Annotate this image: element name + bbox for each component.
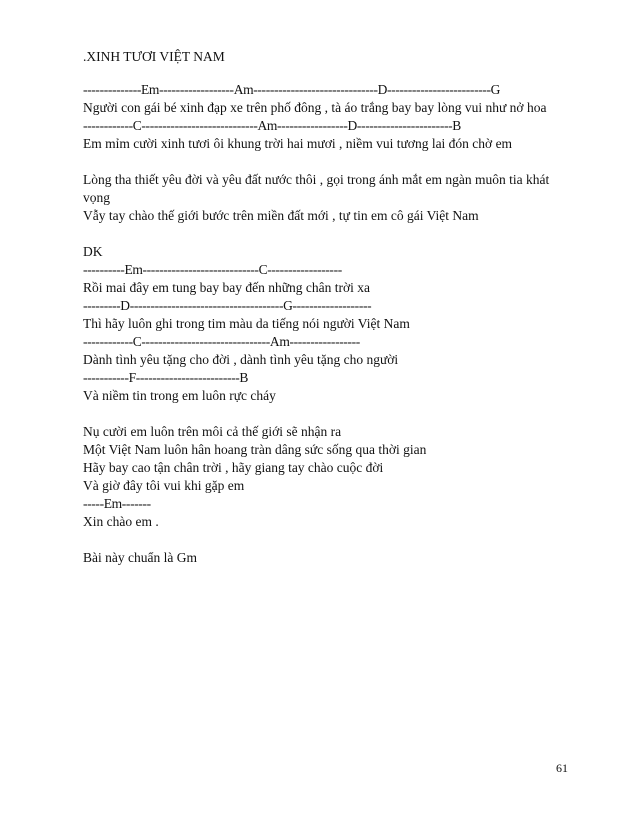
verse2-lyric-line-1: Lòng tha thiết yêu đời và yêu đất nước thôi , gọi trong ánh mắt em ngàn muôn tia khát vọng xyxy=(83,172,550,205)
verse3-lyric-line-4: Và giờ đây tôi vui khi gặp em xyxy=(83,478,245,493)
page-number: 61 xyxy=(556,761,568,775)
verse1-chord-line-1: --------------Em------------------Am------------------------------D-------------------------G xyxy=(83,82,501,97)
chorus-lyric-line-4: Và niềm tin trong em luôn rực cháy xyxy=(83,388,276,403)
song-note: Bài này chuẩn là Gm xyxy=(83,550,197,565)
chorus-lyric-line-2: Thì hãy luôn ghi trong tim màu da tiếng nói người Việt Nam xyxy=(83,316,410,331)
song-title: .XINH TƯƠI VIỆT NAM xyxy=(83,49,225,64)
spacer xyxy=(83,153,583,171)
verse3-lyric-line-3: Hãy bay cao tận chân trời , hãy giang tay chào cuộc đời xyxy=(83,460,384,475)
verse1-lyric-line-2: Em mỉm cười xinh tươi ôi khung trời hai mươi , niềm vui tương lai đón chờ em xyxy=(83,136,513,151)
chorus-lyric-line-1: Rồi mai đây em tung bay bay đến những chân trời xa xyxy=(83,280,371,295)
verse2-lyric-line-2: Vẫy tay chào thế giới bước trên miền đất mới , tự tin em cô gái Việt Nam xyxy=(83,208,479,223)
chorus-lyric-line-3: Dành tình yêu tặng cho đời , dành tình yêu tặng cho người xyxy=(83,352,399,367)
chorus-chord-line-1: ----------Em----------------------------C------------------ xyxy=(83,262,342,277)
spacer xyxy=(83,405,583,423)
chorus-chord-line-2: ---------D-------------------------------------G------------------- xyxy=(83,298,372,313)
verse3-chord-line-1: -----Em------- xyxy=(83,496,151,511)
chorus-chord-line-3: ------------C-------------------------------Am----------------- xyxy=(83,334,360,349)
verse1-chord-line-2: ------------C----------------------------Am-----------------D-----------------------B xyxy=(83,118,461,133)
spacer xyxy=(83,225,583,243)
chorus-label: DK xyxy=(83,244,103,259)
verse3-lyric-line-1: Nụ cười em luôn trên môi cả thế giới sẽ nhận ra xyxy=(83,424,342,439)
verse3-lyric-line-2: Một Việt Nam luôn hân hoang tràn dâng sức sống qua thời gian xyxy=(83,442,427,457)
song-content xyxy=(83,81,583,567)
verse1-lyric-line-1: Người con gái bé xinh đạp xe trên phố đông , tà áo trắng bay bay lòng vui như nở hoa xyxy=(83,100,547,115)
verse3-lyric-line-5: Xin chào em . xyxy=(83,514,159,529)
spacer xyxy=(83,531,583,549)
chorus-chord-line-4: -----------F-------------------------B xyxy=(83,370,249,385)
